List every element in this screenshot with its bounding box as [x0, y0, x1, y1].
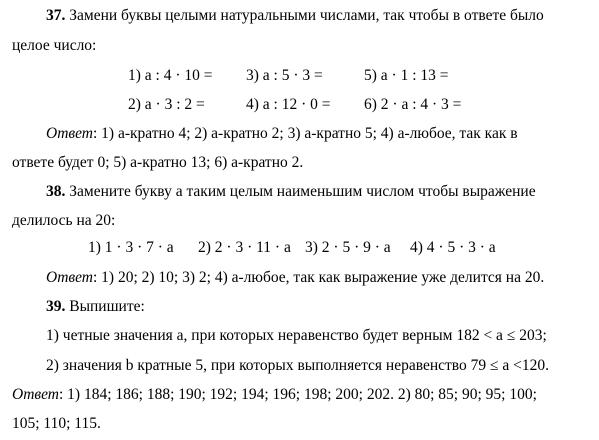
problem-38-item-4: 4) 4 · 5 · 3 · a [410, 239, 496, 256]
problem-37-heading [46, 6, 544, 26]
problem-37-item-6: 6) 2 · a : 4 · 3 = [364, 96, 462, 113]
problem-38-text-line1: Замените букву a таким целым наименьшим числом чтобы выражение [69, 183, 536, 200]
problem-37-item-4: 4) a : 12 · 0 = [246, 96, 331, 113]
problem-39-text-line1: Выпишите: [69, 298, 145, 315]
problem-39-answer-line1 [12, 385, 537, 405]
problem-38-item-2: 2) 2 · 3 · 11 · a [198, 239, 291, 256]
problem-38-item-1: 1) 1 · 3 · 7 · a [88, 239, 174, 256]
problem-37-answer-text1: : 1) a-кратно 4; 2) a-кратно 2; 3) a-кратно 5; 4) a-любое, так как в [92, 125, 518, 142]
problem-38-heading [46, 182, 536, 202]
problem-37-item-3: 3) a : 5 · 3 = [246, 67, 323, 84]
problem-37-item-5: 5) a · 1 : 13 = [364, 67, 449, 84]
problem-39-heading [46, 297, 145, 317]
problem-39-number: 39. [46, 298, 66, 315]
problem-37-answer-line2: ответе будет 0; 5) a-кратно 13; 6) a-кратно 2. [12, 154, 304, 171]
problem-38-answer-label: Ответ [46, 269, 93, 286]
problem-37-answer-line1 [46, 124, 518, 144]
problem-37-text-line1: Замени буквы целыми натуральными числами, так чтобы в ответе было [69, 7, 544, 24]
problem-39-text-line2: 1) четные значения a, при которых неравенство будет верным 182 < a ≤ 203; [46, 327, 547, 344]
problem-37-text-line2: целое число: [12, 37, 97, 54]
problem-38-text-line2: делилось на 20: [12, 212, 116, 229]
problem-38-answer-line1 [46, 268, 544, 288]
problem-38-answer-text1: : 1) 20; 2) 10; 3) 2; 4) a-любое, так как выражение уже делится на 20. [92, 269, 545, 286]
problem-39-answer-label: Ответ [12, 386, 59, 403]
problem-39-answer-line2: 105; 110; 115. [12, 415, 101, 432]
problem-37-answer-label: Ответ [46, 125, 93, 142]
problem-37-number: 37. [46, 7, 66, 24]
problem-38-number: 38. [46, 183, 66, 200]
problem-37-item-2: 2) a · 3 : 2 = [128, 96, 205, 113]
problem-39-text-line3: 2) значения b кратные 5, при которых выполняется неравенство 79 ≤ a <120. [46, 357, 550, 374]
problem-37-item-1: 1) a : 4 · 10 = [128, 67, 213, 84]
problem-39-answer-text1: : 1) 184; 186; 188; 190; 192; 194; 196; 198; 200; 202. 2) 80; 85; 90; 95; 100; [58, 386, 537, 403]
problem-38-item-3: 3) 2 · 5 · 9 · a [305, 239, 391, 256]
